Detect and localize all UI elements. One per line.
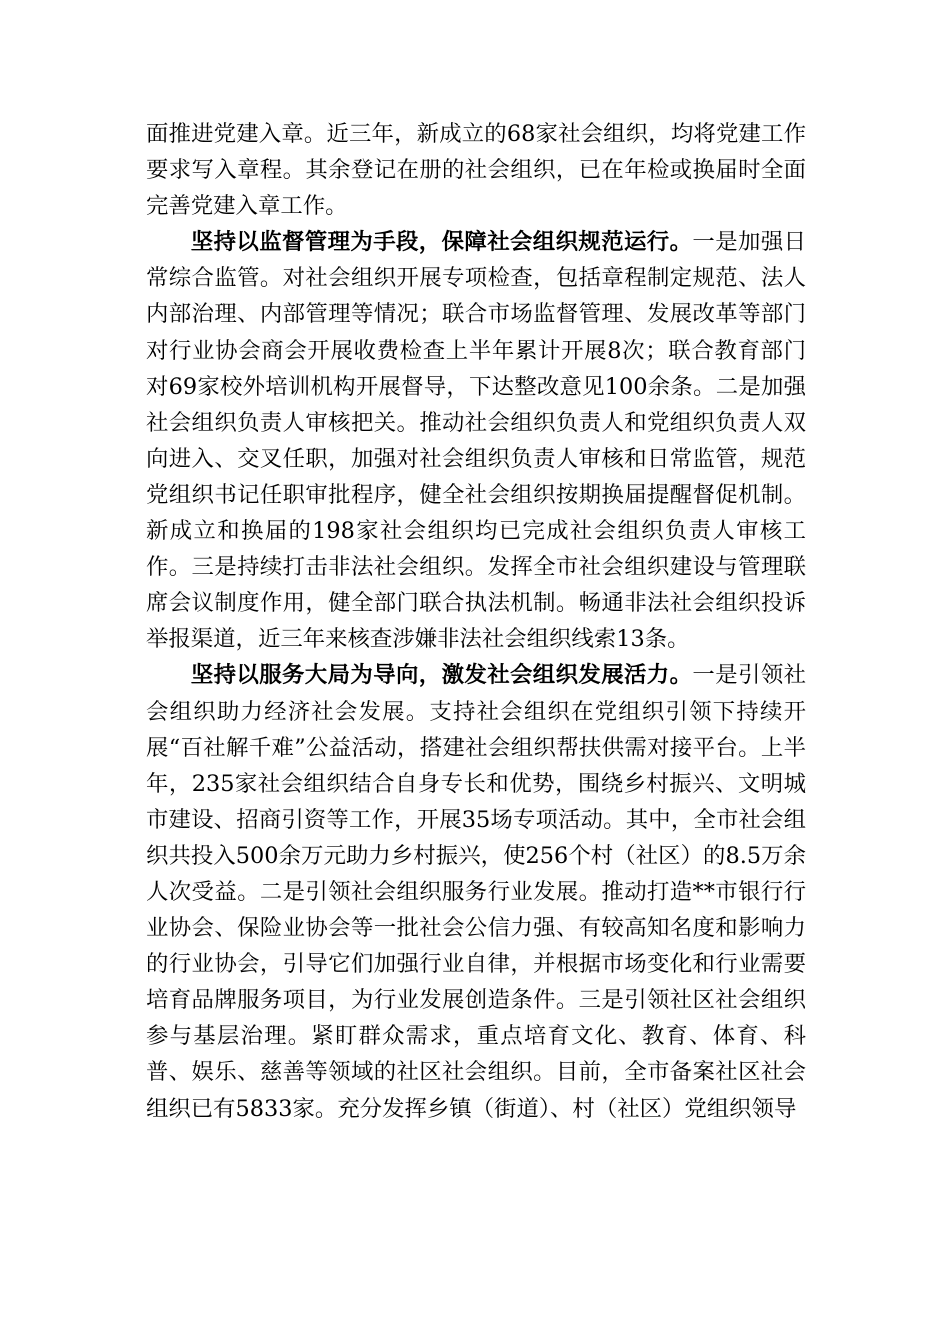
paragraph-service (146, 657, 806, 1126)
paragraph-supervision (146, 224, 806, 657)
paragraph-lead: 坚持以服务大局为导向，激发社会组织发展活力。 (190, 662, 693, 689)
document-body (146, 116, 806, 1127)
paragraph-lead: 坚持以监督管理为手段，保障社会组织规范运行。 (190, 229, 693, 256)
paragraph-continuation (146, 116, 806, 224)
paragraph-text: 面推进党建入章。近三年，新成立的68家社会组织，均将党建工作要求写入章程。其余登记在册的社会组织，已在年检或换届时全面完善党建入章工作。 (146, 121, 806, 220)
paragraph-text: 一是加强日常综合监管。对社会组织开展专项检查，包括章程制定规范、法人内部治理、内部管理等情况；联合市场监督管理、发展改革等部门对行业协会商会开展收费检查上半年累计开展8次；联合教育部门对69家校外培训机构开展督导，下达整改意见100余条。二是加强社会组织负责人审核把关。推动社会组织负责人和党组织负责人双向进入、交叉任职，加强对社会组织负责人审核和日常监管，规范党组织书记任职审批程序，健全社会组织按期换届提醒督促机制。新成立和换届的198家社会组织均已完成社会组织负责人审核工作。三是持续打击非法社会组织。发挥全市社会组织建设与管理联席会议制度作用，健全部门联合执法机制。畅通非法社会组织投诉举报渠道，近三年来核查涉嫌非法社会组织线索13条。 (146, 229, 807, 653)
paragraph-text: 一是引领社会组织助力经济社会发展。支持社会组织在党组织引领下持续开展“百社解千难”公益活动，搭建社会组织帮扶供需对接平台。上半年，235家社会组织结合自身专长和优势，围绕乡村振兴、文明城市建设、招商引资等工作，开展35场专项活动。其中，全市社会组织共投入500余万元助力乡村振兴，使256个村（社区）的8.5万余人次受益。二是引领社会组织服务行业发展。推动打造**市银行行业协会、保险业协会等一批社会公信力强、有较高知名度和影响力的行业协会，引导它们加强行业自律，并根据市场变化和行业需要培育品牌服务项目，为行业发展创造条件。三是引领社区社会组织参与基层治理。紧盯群众需求，重点培育文化、教育、体育、科普、娱乐、慈善等领域的社区社会组织。目前，全市备案社区社会组织已有5833家。充分发挥乡镇（街道）、村（社区）党组织领导 (146, 662, 807, 1122)
